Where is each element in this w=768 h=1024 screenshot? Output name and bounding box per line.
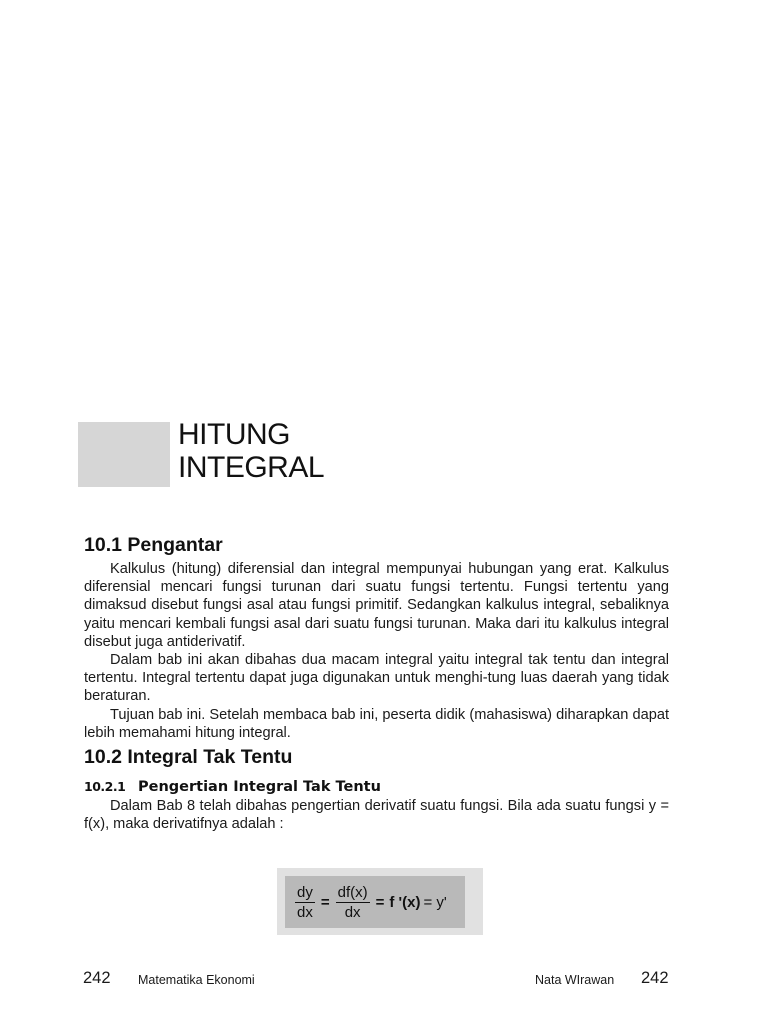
formula-image xyxy=(277,868,483,935)
page-content xyxy=(84,530,669,833)
fraction-numerator: df(x) xyxy=(337,883,368,901)
f-prime: f '(x) xyxy=(389,893,421,911)
chapter-title-line1: HITUNG xyxy=(178,418,290,451)
chapter-title-line2: INTEGRAL xyxy=(178,451,325,484)
subsection-number: 10.2.1 xyxy=(84,779,126,795)
subsection-title: Pengertian Integral Tak Tentu xyxy=(138,779,381,796)
page-number-left: 242 xyxy=(83,969,111,987)
subsection-heading xyxy=(84,777,669,797)
paragraph: Tujuan bab ini. Setelah membaca bab ini, peserta didik (mahasiswa) diharapkan dapat lebih memahami hitung integral. xyxy=(84,706,669,741)
paragraph: Dalam bab ini akan dibahas dua macam integral yaitu integral tak tentu dan integral tertentu. Integral tertentu dapat juga digunakan untuk menghi-tung luas daerah yang tidak beraturan. xyxy=(84,652,669,705)
fraction-denominator: dx xyxy=(297,903,313,921)
paragraph: Kalkulus (hitung) diferensial dan integral mempunyai hubungan yang erat. Kalkulus diferensial mencari fungsi turunan dari suatu fungsi tertentu. Fungsi tertentu yang dimaksud disebut fungsi asal atau fungsi primitif. Sedangkan kalkulus integral, sebaliknya yaitu mencari kembali fungsi asal dari suatu fungsi turunan. Maka dari itu kalkulus integral disebut juga antiderivatif. xyxy=(84,561,669,650)
fraction-dfx-dx xyxy=(336,884,370,921)
fraction-denominator: dx xyxy=(344,903,361,921)
chapter-title xyxy=(178,418,324,484)
fraction-dy-dx xyxy=(295,884,315,921)
section-heading-pengantar: 10.1 Pengantar xyxy=(84,534,223,556)
section-heading-integral-tak-tentu: 10.2 Integral Tak Tentu xyxy=(84,746,293,769)
derivative-formula xyxy=(285,876,465,928)
page-number-right: 242 xyxy=(641,969,669,987)
equals-sign: = xyxy=(375,893,385,911)
fraction-numerator: dy xyxy=(297,883,313,901)
chapter-block xyxy=(78,422,170,487)
paragraph: Dalam Bab 8 telah dibahas pengertian derivatif suatu fungsi. Bila ada suatu fungsi y = f(x), maka derivatifnya adalah : xyxy=(84,798,669,833)
footer-book-title: Matematika Ekonomi xyxy=(138,973,255,987)
y-prime: = y' xyxy=(423,893,447,911)
footer-author: Nata WIrawan xyxy=(535,973,615,987)
equals-sign: = xyxy=(320,893,330,911)
